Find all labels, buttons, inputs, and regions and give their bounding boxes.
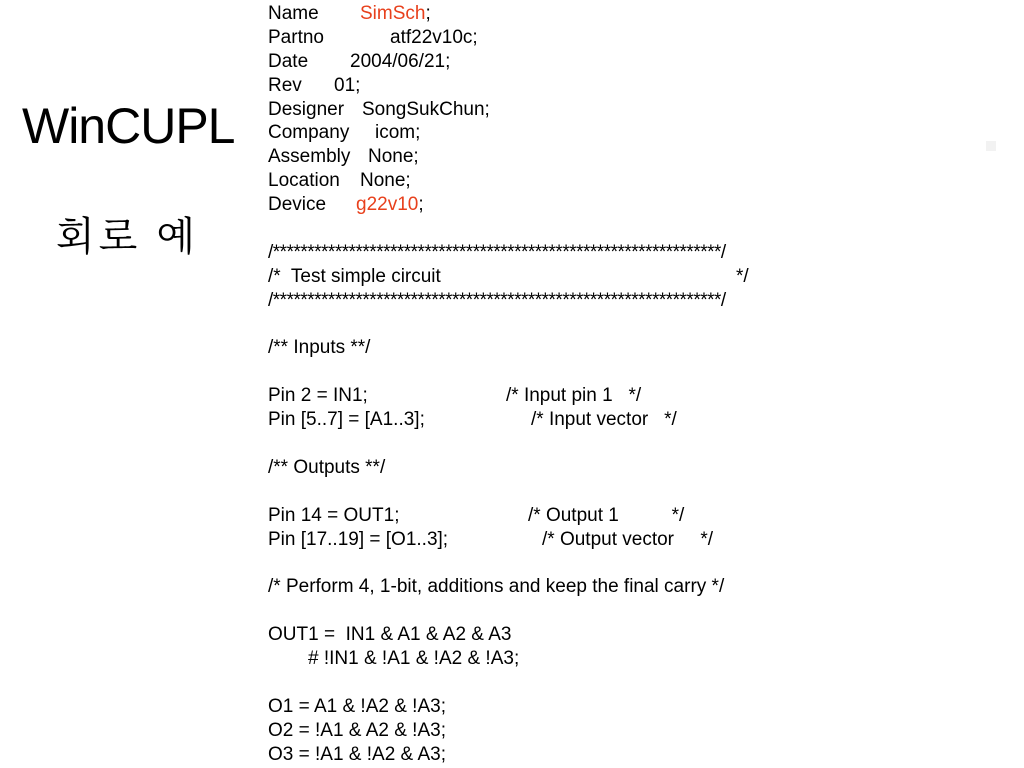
company-value: icom; bbox=[375, 122, 421, 144]
out1-equation-line-2: # !IN1 & !A1 & !A2 & !A3; bbox=[308, 648, 520, 670]
input-pin-line-1 bbox=[268, 384, 726, 408]
output-pin-comment-2: /* Output vector */ bbox=[542, 528, 714, 550]
assembly-value: None; bbox=[368, 146, 419, 168]
spacer bbox=[268, 217, 726, 241]
location-line bbox=[268, 169, 726, 193]
partno-line bbox=[268, 26, 726, 50]
slide-subtitle: 회로 예 bbox=[56, 215, 200, 259]
spacer bbox=[268, 551, 726, 575]
output-pin-line-2 bbox=[268, 528, 726, 552]
date-label: Date bbox=[268, 50, 309, 72]
o3-equation: O3 = !A1 & !A2 & A3; bbox=[268, 743, 446, 765]
banner-text: /* Test simple circuit bbox=[268, 265, 441, 287]
designer-label: Designer bbox=[268, 98, 345, 120]
slide-title: WinCUPL bbox=[22, 98, 235, 154]
output-pin-comment-1: /* Output 1 */ bbox=[528, 504, 685, 526]
date-value: 2004/06/21; bbox=[350, 50, 451, 72]
company-line bbox=[268, 121, 726, 145]
designer-value: SongSukChun; bbox=[362, 98, 490, 120]
o2-equation: O2 = !A1 & A2 & !A3; bbox=[268, 719, 446, 741]
logic-comment: /* Perform 4, 1-bit, additions and keep the final carry */ bbox=[268, 576, 725, 598]
name-value bbox=[360, 2, 431, 26]
input-pin-code-1: Pin 2 = IN1; bbox=[268, 385, 368, 407]
name-line bbox=[268, 2, 726, 26]
company-label: Company bbox=[268, 122, 350, 144]
location-value: None; bbox=[360, 170, 411, 192]
input-pin-line-2 bbox=[268, 408, 726, 432]
inputs-heading: /** Inputs **/ bbox=[268, 337, 371, 359]
output-pin-code-2: Pin [17..19] = [O1..3]; bbox=[268, 528, 449, 550]
spacer bbox=[268, 671, 726, 695]
device-line bbox=[268, 193, 726, 217]
o1-equation: O1 = A1 & !A2 & !A3; bbox=[268, 695, 446, 717]
code-listing bbox=[268, 2, 749, 767]
device-value bbox=[356, 193, 424, 217]
date-line bbox=[268, 50, 726, 74]
rev-line bbox=[268, 74, 726, 98]
input-pin-comment-1: /* Input pin 1 */ bbox=[506, 385, 642, 407]
device-value-text: g22v10 bbox=[356, 194, 419, 216]
spacer bbox=[268, 432, 726, 456]
assembly-label: Assembly bbox=[268, 146, 351, 168]
spacer bbox=[268, 313, 726, 337]
outputs-heading: /** Outputs **/ bbox=[268, 456, 386, 478]
name-value-text: SimSch bbox=[360, 3, 426, 24]
banner-text-line bbox=[268, 265, 749, 289]
device-semicolon: ; bbox=[418, 194, 424, 216]
input-pin-comment-2: /* Input vector */ bbox=[531, 409, 677, 431]
out1-equation-line-1: OUT1 = IN1 & A1 & A2 & A3 bbox=[268, 624, 512, 646]
banner-bottom: /*****************************************************************/ bbox=[268, 289, 726, 311]
spacer bbox=[268, 599, 726, 623]
rev-label: Rev bbox=[268, 74, 302, 96]
banner-text-end: */ bbox=[736, 265, 749, 287]
name-label: Name bbox=[268, 3, 319, 24]
partno-value: atf22v10c; bbox=[390, 26, 478, 48]
output-pin-code-1: Pin 14 = OUT1; bbox=[268, 504, 400, 526]
rev-value: 01; bbox=[334, 74, 361, 96]
device-label: Device bbox=[268, 194, 327, 216]
banner-top: /*****************************************************************/ bbox=[268, 241, 726, 263]
spacer bbox=[268, 480, 726, 504]
location-label: Location bbox=[268, 170, 340, 192]
input-pin-code-2: Pin [5..7] = [A1..3]; bbox=[268, 409, 425, 431]
decorative-square bbox=[986, 141, 996, 151]
assembly-line bbox=[268, 145, 726, 169]
output-pin-line-1 bbox=[268, 504, 726, 528]
designer-line bbox=[268, 98, 726, 122]
partno-label: Partno bbox=[268, 26, 324, 48]
spacer bbox=[268, 360, 726, 384]
name-semicolon: ; bbox=[425, 3, 431, 24]
